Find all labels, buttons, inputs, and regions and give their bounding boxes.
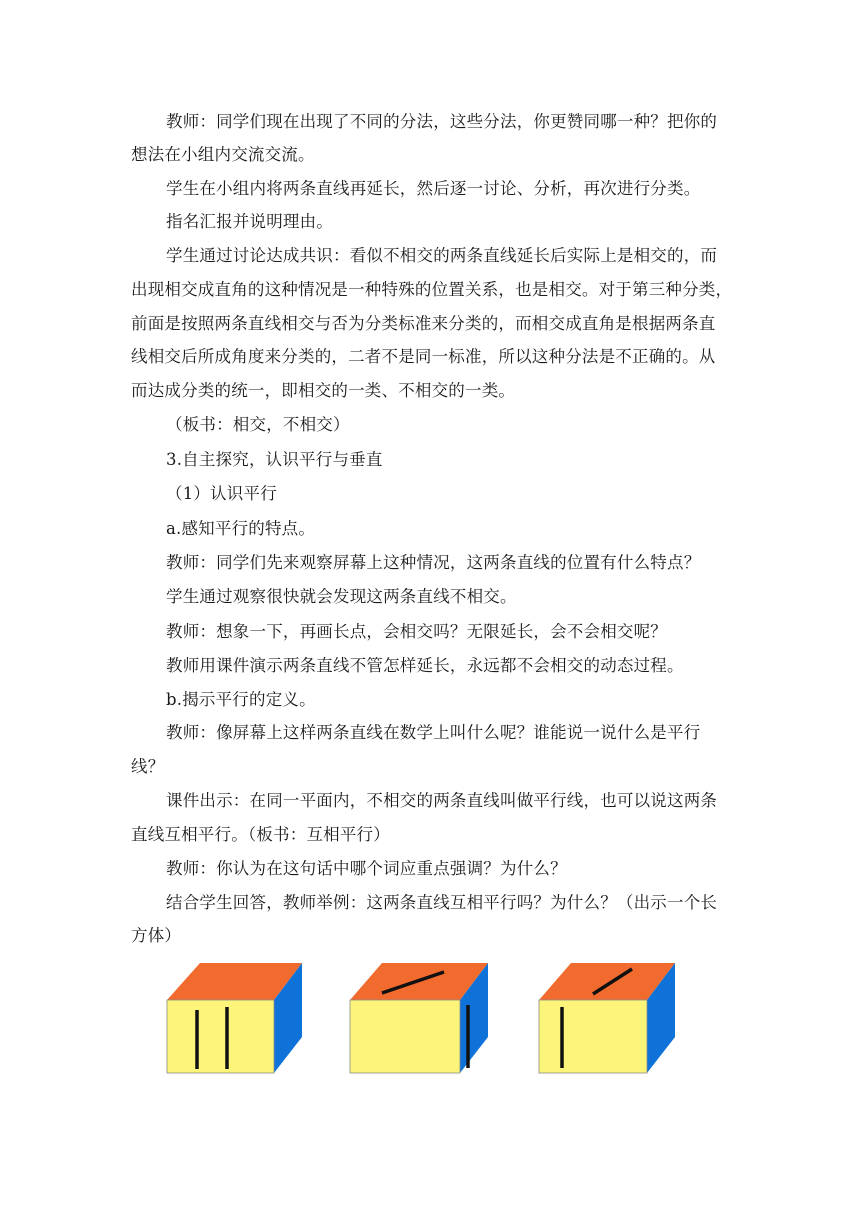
paragraph-line: 课件出示：在同一平面内，不相交的两条直线叫做平行线，也可以说这两条 (166, 791, 718, 810)
cuboid-figure-1 (167, 963, 302, 1073)
paragraph-line: 教师：同学们先来观察屏幕上这种情况，这两条直线的位置有什么特点？ (166, 553, 701, 572)
paragraph-line: 线？ (131, 757, 165, 776)
cuboid-front-face (350, 1000, 460, 1073)
paragraph-line: a.感知平行的特点。 (166, 519, 316, 538)
paragraph-line: 教师：想象一下，再画长点，会相交吗？无限延长，会不会相交呢？ (166, 622, 667, 641)
paragraph-line: 教师用课件演示两条直线不管怎样延长，永远都不会相交的动态过程。 (166, 656, 684, 675)
section-heading: 3.自主探究，认识平行与垂直 (166, 450, 383, 469)
paragraph-line: 线相交后所成角度来分类的，二者不是同一标准，所以这种分法是不正确的。从 (131, 347, 716, 366)
subsection-heading: （1）认识平行 (166, 484, 277, 503)
paragraph-line: 而达成分类的统一，即相交的一类、不相交的一类。 (131, 381, 516, 400)
cuboid-front-face (167, 1000, 274, 1073)
paragraph-line: 教师：你认为在这句话中哪个词应重点强调？为什么？ (166, 859, 567, 878)
paragraph-line: 学生通过观察很快就会发现这两条直线不相交。 (166, 587, 517, 606)
paragraph-line: 结合学生回答，教师举例：这两条直线互相平行吗？为什么？（出示一个长 (166, 893, 718, 912)
paragraph-line: 指名汇报并说明理由。 (166, 212, 333, 231)
paragraph-line: 出现相交成直角的这种情况是一种特殊的位置关系，也是相交。对于第三种分类， (131, 280, 733, 299)
paragraph-line: b.揭示平行的定义。 (166, 690, 316, 709)
cuboid-figures (150, 955, 710, 1085)
paragraph-line: 前面是按照两条直线相交与否为分类标准来分类的，而相交成直角是根据两条直 (131, 314, 716, 333)
paragraph-line: （板书：相交，不相交） (166, 415, 350, 434)
cuboid-figure-3 (539, 963, 675, 1073)
cuboid-figure-2 (350, 963, 488, 1073)
paragraph-line: 学生通过讨论达成共识：看似不相交的两条直线延长后实际上是相交的，而 (166, 246, 718, 265)
paragraph-line: 方体） (131, 926, 182, 945)
paragraph-line: 想法在小组内交流交流。 (131, 145, 315, 164)
paragraph-line: 教师：同学们现在出现了不同的分法，这些分法，你更赞同哪一种？把你的 (166, 112, 718, 131)
paragraph-line: 教师：像屏幕上这样两条直线在数学上叫什么呢？谁能说一说什么是平行 (166, 723, 701, 742)
paragraph-line: 学生在小组内将两条直线再延长，然后逐一讨论、分析，再次进行分类。 (166, 179, 701, 198)
paragraph-line: 直线互相平行。（板书：互相平行） (131, 825, 390, 844)
cuboid-front-face (539, 1000, 647, 1073)
